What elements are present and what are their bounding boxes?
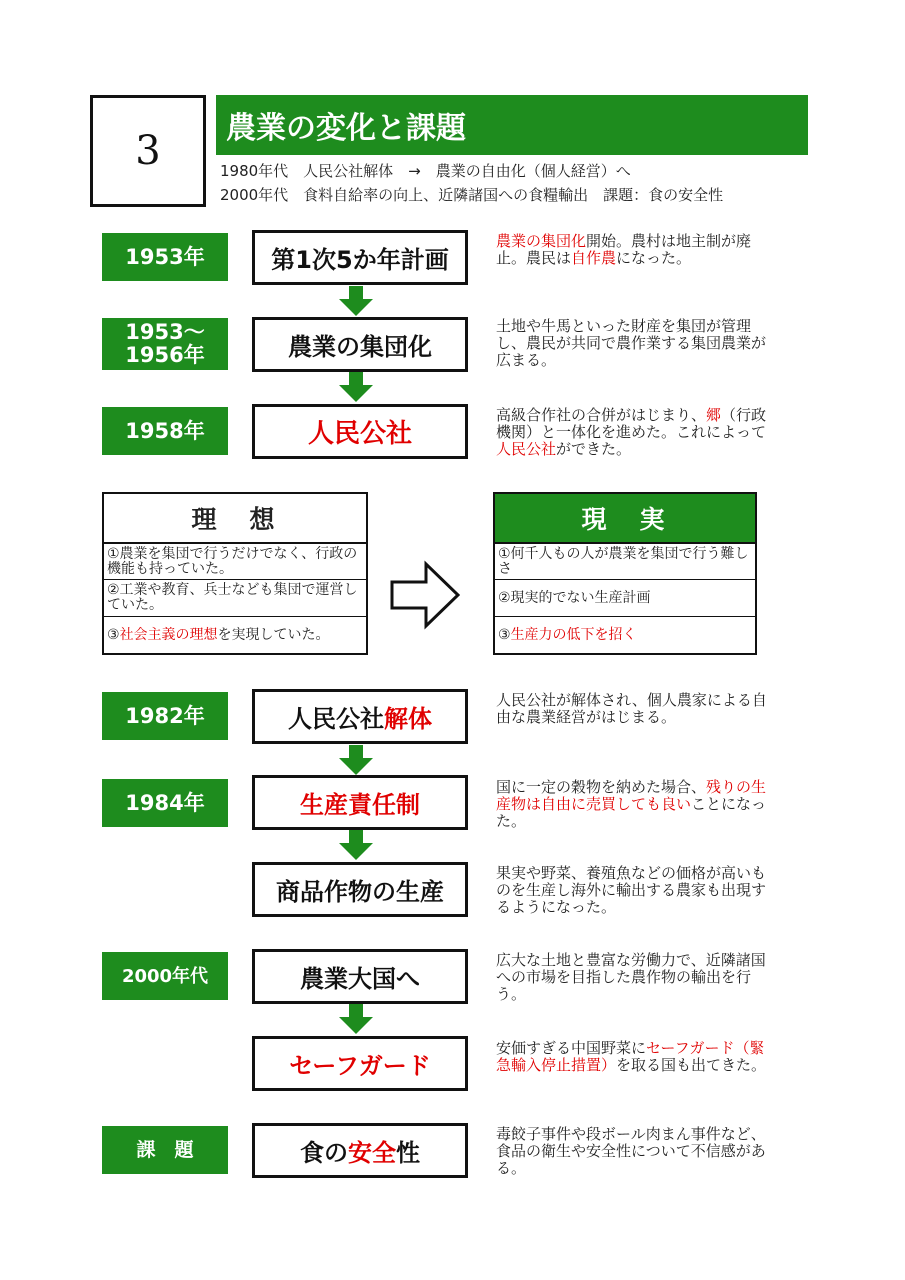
ideal-row-3 <box>104 617 366 653</box>
body-text: 広大な土地と豊富な労働力で、近隣諸国への市場を目指した農作物の輸出を行う。 <box>496 951 766 1003</box>
body-text: ことになった。 <box>496 795 767 830</box>
right-arrow-icon <box>390 560 460 630</box>
rich-text <box>498 591 651 606</box>
highlight-text: 自作農 <box>571 249 617 267</box>
year-label-1953-1956 <box>102 318 228 370</box>
body-text: 高級合作社の合併がはじまり、 <box>496 406 707 424</box>
highlight-text: 農業の集団化 <box>496 232 587 250</box>
desc-responsibility-system <box>496 779 778 830</box>
highlight-text: セーフガード（緊急輸入停止措置） <box>496 1039 765 1074</box>
body-text: 果実や野菜、養殖魚などの価格が高いものを生産し海外に輸出する農家も出現するようになった。 <box>496 864 767 916</box>
stage-box-safeguard: セーフガード <box>252 1036 468 1091</box>
stage-box-food-safety <box>252 1123 468 1178</box>
year-label-1953: 1953年 <box>102 233 228 281</box>
rich-text <box>496 778 766 830</box>
body-text: 開始。農村は地主制が廃止。農民は <box>496 232 752 267</box>
rich-text <box>496 691 767 726</box>
body-text: 人民公社が解体され、個人農家による自由な農業経営がはじまる。 <box>496 691 767 726</box>
rich-text <box>107 583 363 613</box>
rich-text <box>496 317 766 369</box>
subtitle-line-1: 1980年代 人民公社解体 → 農業の自由化（個人経営）へ <box>220 162 631 180</box>
rich-text <box>496 406 766 458</box>
body-text: になった。 <box>616 249 692 267</box>
rich-text <box>107 628 330 643</box>
body-text: ②現実的でない生産計画 <box>498 589 651 606</box>
ideal-panel <box>102 492 368 655</box>
down-arrow-icon <box>339 745 373 775</box>
highlight-text: 郷 <box>706 406 722 424</box>
ideal-heading: 理 想 <box>104 494 366 544</box>
year-label-2000s: 2000年代 <box>102 952 228 1000</box>
highlight-text: 生産力の低下を招く <box>510 626 637 643</box>
rich-text <box>496 232 751 267</box>
rich-text <box>496 951 766 1003</box>
stage-box-responsibility-system: 生産責任制 <box>252 775 468 830</box>
box-text-highlight: 安全 <box>348 1139 396 1167</box>
reality-heading: 現 実 <box>495 494 755 544</box>
rich-text <box>496 1125 766 1177</box>
box-text: 性 <box>396 1139 420 1167</box>
body-text: ①農業を集団で行うだけでなく、行政の機能も持っていた。 <box>107 545 358 577</box>
year-label-1984: 1984年 <box>102 779 228 827</box>
section-number: 3 <box>90 95 206 207</box>
body-text: 毒餃子事件や段ボール肉まん事件など、食品の衛生や安全性について不信感がある。 <box>496 1125 766 1177</box>
body-text: を実現していた。 <box>217 626 330 643</box>
desc-agri-power <box>496 952 778 1003</box>
ideal-row-2 <box>104 580 366 617</box>
year-line-2: 1956年 <box>125 343 205 367</box>
desc-collectivization <box>496 318 778 369</box>
body-text: ①何千人もの人が農業を集団で行う難しさ <box>498 545 749 577</box>
body-text: ③ <box>498 626 511 643</box>
down-arrow-icon <box>339 372 373 402</box>
body-text: ②工業や教育、兵士なども集団で運営していた。 <box>107 582 358 613</box>
desc-safeguard <box>496 1040 778 1074</box>
year-line-1: 1953～ <box>125 320 205 344</box>
rich-text <box>496 1039 766 1074</box>
desc-food-safety <box>496 1126 778 1177</box>
body-text: 土地や牛馬といった財産を集団が管理し、農民が共同で農作業する集団農業が広まる。 <box>496 317 767 369</box>
body-text: ③ <box>107 626 120 643</box>
reality-panel <box>493 492 757 655</box>
rich-text <box>498 547 752 577</box>
down-arrow-icon <box>339 286 373 316</box>
reality-row-3 <box>495 617 755 653</box>
page-title: 農業の変化と課題 <box>216 95 808 155</box>
rich-text <box>498 628 637 643</box>
stage-box-commune-dissolution <box>252 689 468 744</box>
highlight-text: 人民公社 <box>496 440 557 458</box>
box-text: 食の <box>300 1139 348 1167</box>
stage-box-agri-power: 農業大国へ <box>252 949 468 1004</box>
stage-box-five-year-plan: 第1次5か年計画 <box>252 230 468 285</box>
rich-text <box>107 547 363 577</box>
year-label-1958: 1958年 <box>102 407 228 455</box>
desc-cash-crops <box>496 865 778 916</box>
down-arrow-icon <box>339 1004 373 1034</box>
year-label-1982: 1982年 <box>102 692 228 740</box>
box-text: 人民公社 <box>288 705 384 733</box>
stage-box-cash-crops: 商品作物の生産 <box>252 862 468 917</box>
body-text: を取る国も出てきた。 <box>616 1056 767 1074</box>
desc-commune-dissolution <box>496 692 778 726</box>
down-arrow-icon <box>339 830 373 860</box>
body-text: 国に一定の穀物を納めた場合、 <box>496 778 707 796</box>
stage-box-collectivization: 農業の集団化 <box>252 317 468 372</box>
reality-row-2 <box>495 580 755 617</box>
ideal-row-1 <box>104 544 366 580</box>
body-text: 安価すぎる中国野菜に <box>496 1039 647 1057</box>
body-text: ができた。 <box>556 440 632 458</box>
highlight-text: 社会主義の理想 <box>119 626 218 643</box>
subtitle-line-2: 2000年代 食料自給率の向上、近隣諸国への食糧輸出 課題：食の安全性 <box>220 186 724 204</box>
desc-five-year-plan <box>496 233 778 267</box>
desc-peoples-commune <box>496 407 778 458</box>
body-text: （行政機関）と一体化を進めた。これによって <box>496 406 767 441</box>
label-issue: 課 題 <box>102 1126 228 1174</box>
reality-row-1 <box>495 544 755 580</box>
highlight-text: 残りの生産物は自由に売買しても良い <box>496 778 767 813</box>
rich-text <box>496 864 766 916</box>
box-text-highlight: 解体 <box>384 705 432 733</box>
stage-box-peoples-commune: 人民公社 <box>252 404 468 459</box>
